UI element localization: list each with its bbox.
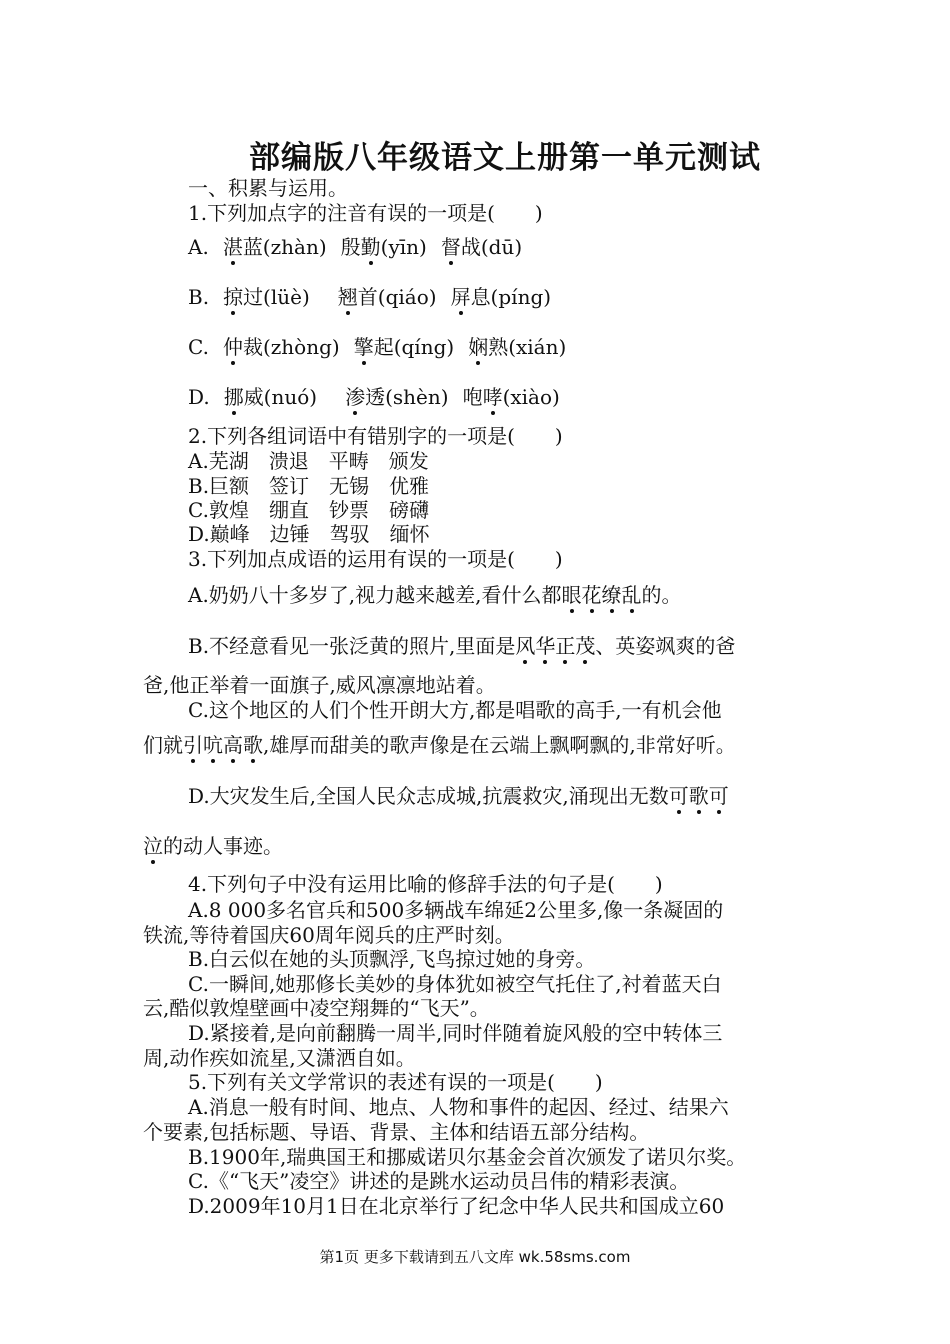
dotted-char: 可 bbox=[668, 784, 689, 808]
dotted-char: 歌 bbox=[688, 784, 709, 808]
option-text: 威(nuó) bbox=[243, 385, 318, 409]
option-text: 起(qíng) bbox=[373, 335, 455, 359]
q5-option-d: D.2009年10月1日在北京举行了纪念中华人民共和国成立60 bbox=[188, 1194, 725, 1218]
option-text: ,雄厚而甜美的歌声像是在云端上飘啊飘的,非常好听。 bbox=[263, 733, 736, 757]
option-text: 的动人事迹。 bbox=[163, 834, 283, 858]
dotted-char: 花 bbox=[581, 583, 602, 607]
page-title: 部编版八年级语文上册第一单元测试 bbox=[249, 140, 761, 176]
q1-option-d bbox=[188, 384, 560, 410]
q3-option-c: C.这个地区的人们个性开朗大方,都是唱歌的高手,一有机会他 bbox=[188, 698, 722, 722]
dotted-char: 督 bbox=[440, 235, 461, 259]
question-4-stem: 4.下列句子中没有运用比喻的修辞手法的句子是( ) bbox=[188, 872, 663, 896]
option-text: D.大灾发生后,全国人民众志成城,抗震救灾,涌现出无数 bbox=[188, 784, 669, 808]
question-1-stem: 1.下列加点字的注音有误的一项是( ) bbox=[188, 201, 543, 225]
option-text: 的。 bbox=[641, 583, 682, 607]
q2-option-c: C.敦煌 绷直 钞票 磅礴 bbox=[188, 498, 429, 522]
q1-option-a bbox=[188, 234, 522, 260]
dotted-char: 娴 bbox=[468, 335, 489, 359]
q2-option-d: D.巅峰 边锤 驾驭 缅怀 bbox=[188, 522, 430, 546]
dotted-char: 湛 bbox=[222, 235, 243, 259]
q3-option-d-cont bbox=[143, 833, 283, 859]
q3-option-b bbox=[188, 633, 735, 659]
q4-option-c-cont: 云,酷似敦煌壁画中凌空翔舞的“飞天”。 bbox=[143, 996, 490, 1020]
option-label: C. bbox=[188, 335, 209, 359]
option-text: 们就 bbox=[143, 733, 183, 757]
option-text: 熟(xián) bbox=[488, 335, 567, 359]
q4-option-d: D.紧接着,是向前翻腾一周半,同时伴随着旋风般的空中转体三 bbox=[188, 1021, 723, 1045]
dotted-char: 高 bbox=[223, 733, 243, 757]
option-text: 咆 bbox=[462, 385, 483, 409]
option-text: (yīn) bbox=[380, 235, 427, 259]
option-label: D. bbox=[188, 385, 210, 409]
dotted-char: 引 bbox=[183, 733, 203, 757]
option-label: A. bbox=[188, 235, 209, 259]
dotted-char: 正 bbox=[555, 634, 576, 658]
option-text: 战(dū) bbox=[460, 235, 523, 259]
option-label: B. bbox=[188, 285, 210, 309]
q1-option-c bbox=[188, 334, 566, 360]
option-text: 息(píng) bbox=[470, 285, 552, 309]
option-text: 过(lüè) bbox=[243, 285, 310, 309]
page-footer: 第1页 更多下载请到五八文库 wk.58sms.com bbox=[319, 1248, 631, 1266]
section-heading: 一、积累与运用。 bbox=[188, 176, 348, 200]
question-3-stem: 3.下列加点成语的运用有误的一项是( ) bbox=[188, 547, 563, 571]
dotted-char: 眼 bbox=[561, 583, 582, 607]
dotted-char: 吭 bbox=[203, 733, 223, 757]
option-text: 蓝(zhàn) bbox=[242, 235, 327, 259]
q5-option-a-cont: 个要素,包括标题、导语、背景、主体和结语五部分结构。 bbox=[143, 1120, 650, 1144]
dotted-char: 泣 bbox=[143, 834, 163, 858]
option-text: (xiào) bbox=[502, 385, 560, 409]
dotted-char: 渗 bbox=[345, 385, 366, 409]
q3-option-d bbox=[188, 783, 729, 809]
dotted-char: 华 bbox=[535, 634, 556, 658]
dotted-char: 仲 bbox=[222, 335, 243, 359]
dotted-char: 勤 bbox=[360, 235, 381, 259]
q2-option-a: A.芜湖 溃退 平畴 颁发 bbox=[188, 449, 429, 473]
q4-option-c: C.一瞬间,她那修长美妙的身体犹如被空气托住了,衬着蓝天白 bbox=[188, 972, 722, 996]
dotted-char: 歌 bbox=[243, 733, 263, 757]
q3-option-b-cont: 爸,他正举着一面旗子,威风凛凛地站着。 bbox=[143, 673, 496, 697]
dotted-char: 哮 bbox=[482, 385, 503, 409]
dotted-char: 风 bbox=[515, 634, 536, 658]
dotted-char: 掠 bbox=[223, 285, 244, 309]
question-2-stem: 2.下列各组词语中有错别字的一项是( ) bbox=[188, 424, 563, 448]
option-text: B.不经意看见一张泛黄的照片,里面是 bbox=[188, 634, 516, 658]
dotted-char: 茂 bbox=[575, 634, 596, 658]
q3-option-c-cont bbox=[143, 732, 736, 758]
option-text: 裁(zhòng) bbox=[242, 335, 340, 359]
dotted-char: 屏 bbox=[450, 285, 471, 309]
q4-option-a: A.8 000多名官兵和500多辆战车绵延2公里多,像一条凝固的 bbox=[188, 898, 724, 922]
question-5-stem: 5.下列有关文学常识的表述有误的一项是( ) bbox=[188, 1070, 603, 1094]
option-text: 殷 bbox=[340, 235, 361, 259]
q4-option-d-cont: 周,动作疾如流星,又潇洒自如。 bbox=[143, 1046, 416, 1070]
option-text: 、英姿飒爽的爸 bbox=[595, 634, 736, 658]
option-text: 透(shèn) bbox=[365, 385, 449, 409]
q1-option-b bbox=[188, 284, 551, 310]
dotted-char: 可 bbox=[708, 784, 729, 808]
option-text: 首(qiáo) bbox=[357, 285, 437, 309]
q5-option-b: B.1900年,瑞典国王和挪威诺贝尔基金会首次颁发了诺贝尔奖。 bbox=[188, 1145, 747, 1169]
dotted-char: 挪 bbox=[223, 385, 244, 409]
dotted-char: 擎 bbox=[353, 335, 374, 359]
q4-option-a-cont: 铁流,等待着国庆60周年阅兵的庄严时刻。 bbox=[143, 923, 515, 947]
dotted-char: 翘 bbox=[337, 285, 358, 309]
option-text: A.奶奶八十多岁了,视力越来越差,看什么都 bbox=[188, 583, 562, 607]
dotted-char: 缭 bbox=[601, 583, 622, 607]
q2-option-b: B.巨额 签订 无锡 优雅 bbox=[188, 474, 430, 498]
q5-option-a: A.消息一般有时间、地点、人物和事件的起因、经过、结果六 bbox=[188, 1095, 729, 1119]
q4-option-b: B.白云似在她的头顶飘浮,飞鸟掠过她的身旁。 bbox=[188, 947, 596, 971]
dotted-char: 乱 bbox=[621, 583, 642, 607]
q5-option-c: C.《“飞天”凌空》讲述的是跳水运动员吕伟的精彩表演。 bbox=[188, 1169, 690, 1193]
q3-option-a bbox=[188, 582, 682, 608]
